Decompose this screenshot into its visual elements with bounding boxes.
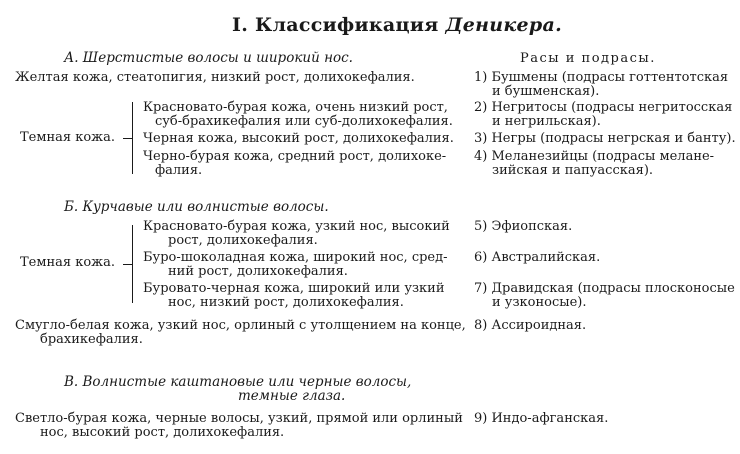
race-6: 6) Австралийская. xyxy=(474,250,601,265)
trait-row-5-line-1: Красновато-бурая кожа, узкий нос, высокий xyxy=(143,219,450,234)
race-2-line-2: и негрильская). xyxy=(492,114,601,129)
trait-row-8-line-1: Смугло-белая кожа, узкий нос, орлиный с утолщением на конце, xyxy=(15,318,466,333)
trait-row-6-line-2: ний рост, долихокефалия. xyxy=(168,264,348,279)
race-2-line-1: 2) Негритосы (подрасы негритосская xyxy=(474,100,733,115)
trait-row-6-line-1: Буро-шоколадная кожа, широкий нос, сред- xyxy=(143,250,448,265)
trait-row-9-line-2: нос, высокий рост, долихокефалия. xyxy=(40,425,285,440)
section-a-heading: А. Шерстистые волосы и широкий нос. xyxy=(64,50,353,66)
race-1-line-1: 1) Бушмены (подрасы готтентотская xyxy=(474,70,729,85)
race-7-line-1: 7) Дравидская (подрасы плосконосые xyxy=(474,281,735,296)
race-5: 5) Эфиопская. xyxy=(474,219,573,234)
group-b-label: Темная кожа. xyxy=(20,255,116,270)
section-c-heading-line-2: темные глаза. xyxy=(238,388,346,404)
race-4-line-1: 4) Меланезийцы (подрасы мелане- xyxy=(474,149,715,164)
trait-row-7-line-1: Буровато-черная кожа, широкий или узкий xyxy=(143,281,445,296)
trait-row-2-line-2: суб-брахикефалия или суб-долихокефалия. xyxy=(155,114,453,129)
trait-row-4-line-2: фалия. xyxy=(155,163,203,178)
group-a-label: Темная кожа. xyxy=(20,130,116,145)
race-8: 8) Ассироидная. xyxy=(474,318,587,333)
races-header: Расы и подрасы. xyxy=(520,51,656,66)
trait-row-9-line-1: Светло-бурая кожа, черные волосы, узкий, прямой или орлиный xyxy=(15,411,463,426)
race-1-line-2: и бушменская). xyxy=(492,84,600,99)
title-author: Деникера. xyxy=(445,14,563,36)
page-title xyxy=(232,14,562,36)
section-b-heading: Б. Курчавые или волнистые волосы. xyxy=(64,199,329,215)
trait-row-3: Черная кожа, высокий рост, долихокефалия. xyxy=(143,131,454,146)
group-b-brace xyxy=(132,225,143,303)
trait-row-2-line-1: Красновато-бурая кожа, очень низкий рост, xyxy=(143,100,448,115)
race-4-line-2: зийская и папуасская). xyxy=(492,163,654,178)
title-text: I. Классификация xyxy=(232,14,439,36)
trait-row-1: Желтая кожа, стеатопигия, низкий рост, долихокефалия. xyxy=(15,70,415,85)
race-9: 9) Индо-афганская. xyxy=(474,411,609,426)
race-3: 3) Негры (подрасы негрская и банту). xyxy=(474,131,736,146)
trait-row-7-line-2: нос, низкий рост, долихокефалия. xyxy=(168,295,404,310)
group-a-brace xyxy=(132,102,143,174)
trait-row-5-line-2: рост, долихокефалия. xyxy=(168,233,318,248)
trait-row-4-line-1: Черно-бурая кожа, средний рост, долихоке- xyxy=(143,149,447,164)
trait-row-8-line-2: брахикефалия. xyxy=(40,332,143,347)
section-c-heading-line-1: В. Волнистые каштановые или черные волосы, xyxy=(64,374,412,390)
race-7-line-2: и узконосые). xyxy=(492,295,587,310)
